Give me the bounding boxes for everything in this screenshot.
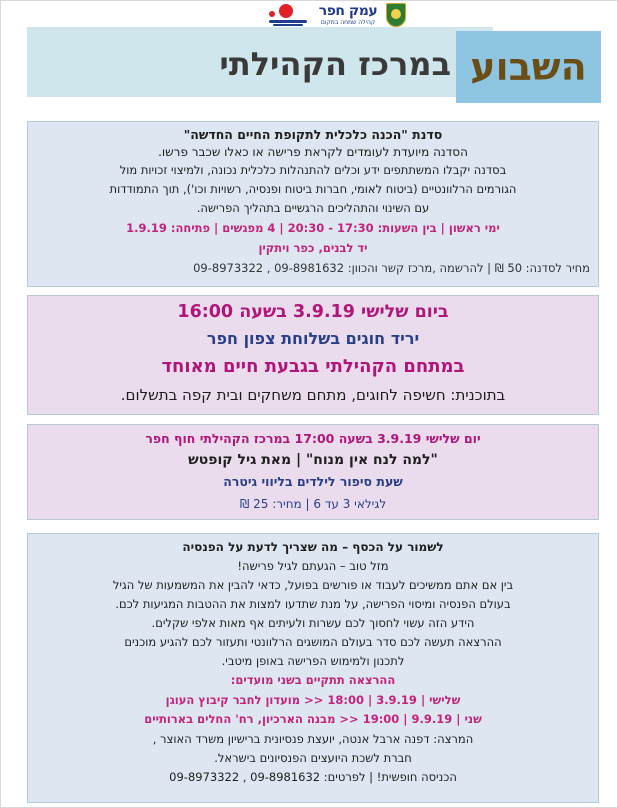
story-details: לגילאי 3 עד 6 | מחיר: 25 ₪ — [239, 497, 387, 511]
header-badge — [456, 31, 601, 103]
pension-body-line: הידע הזה עשוי לחסוך לכם עשרות ולעיתים אף מאות אלפי שקלים. — [151, 616, 475, 630]
pension-lecturer-line: המרצה: דפנה ארבל אנטה, יועצת פנסיונית ברישיון משרד האוצר , — [152, 731, 474, 746]
emek-hefer-logo — [318, 3, 378, 29]
header-badge-text: השבוע — [470, 45, 587, 89]
event-workshop-box — [27, 121, 599, 287]
council-emblem-logo — [386, 3, 408, 29]
pension-footer: הכניסה חופשית! | לפרטים: 09-8981632 , 09-8973322 — [169, 769, 457, 784]
pension-body-line: לתכנון ולמימוש הפרישה באופן מיטבי. — [221, 654, 405, 668]
pension-date: שני | 9.9.19 | 19:00 << מבנה הארכיון, רח' החלים בארותיים — [144, 712, 482, 726]
fair-datetime: ביום שלישי 3.9.19 בשעה 16:00 — [177, 302, 449, 322]
logo-tagline: קהילה שמחה במקום — [320, 19, 376, 26]
workshop-title: סדנת "הכנה כלכלית לתקופת החיים החדשה" — [183, 127, 443, 142]
workshop-body-line: עם השינוי והתהליכים הרגשיים בתהליך הפרישה. — [196, 201, 430, 215]
pension-date: שלישי | 3.9.19 | 18:00 << מועדון לחבר קיבוץ העוגן — [165, 692, 461, 707]
fair-name: יריד חוגים בשלוחת צפון חפר — [206, 329, 420, 348]
logo-bar — [1, 3, 618, 29]
workshop-body-line: הגורמים הרלוונטיים (ביטוח לאומי, חברות ביטוח ופנסיה, רשויות וכו'), תוך התמודדות — [109, 182, 517, 196]
pension-dates-heading: ההרצאה תתקיים בשני מועדים: — [230, 673, 396, 687]
pension-body-line: בעולם הפנסיה ומיסוי הפרישה, על מנת שתדעו למצות את ההטבות המגיעות לכם. — [115, 597, 511, 611]
pension-body-line: ההרצאה תעשה לכם סדר בעולם המושגים הרלוונטי ותעזור לכם להגיע מוכנים — [124, 635, 502, 649]
event-story-box — [27, 424, 599, 520]
story-title: "למה לנח אין מנוח" | מאת גיל קופטש — [188, 452, 438, 468]
story-datetime: יום שלישי 3.9.19 בשעה 17:00 במרכז הקהילתי חוף חפר — [145, 431, 481, 446]
workshop-schedule: ימי ראשון | בין השעות: 17:30 - 20:30 | 4 מפגשים | פתיחה: 1.9.19 — [126, 221, 500, 235]
seaside-sun-logo — [267, 3, 313, 27]
event-fair-box — [27, 295, 599, 415]
workshop-price-contact: מחיר לסדנה: 50 ₪ | להרשמה ,מרכז קשר והכוון: 09-8981632 , 09-8973322 — [193, 261, 590, 275]
workshop-subtitle: הסדנה מיועדת לעומדים לקראת פרישה או כאלו שכבר פרשו. — [158, 145, 468, 159]
pension-body-line: בין אם אתם ממשיכים לעבוד או פורשים בפועל, כדאי להבין את המשמעות של הגיל — [112, 578, 514, 592]
event-pension-box — [27, 533, 599, 803]
fair-program: בתוכנית: חשיפה לחוגים, מתחם משחקים ובית קפה בתשלום. — [120, 386, 506, 404]
page-title: במרכז הקהילתי — [219, 45, 451, 83]
fair-venue: במתחם הקהילתי בגבעת חיים מאוחד — [161, 356, 465, 377]
pension-title: לשמור על הכסף – מה שצריך לדעת על הפנסיה — [182, 540, 444, 554]
workshop-location: יד לבנים, כפר ויתקין — [258, 241, 368, 255]
workshop-body-line: בסדנה יקבלו המשתתפים ידע וכלים להתנהלות כלכלית נכונה, ולמיצוי זכויות מול — [119, 163, 507, 177]
logo-name: עמק חפר — [318, 3, 378, 19]
pension-lecturer-line: חברת לשכת היועצים הפנסיונים בישראל. — [214, 750, 412, 765]
story-subtitle: שעת סיפור לילדים בליווי גיטרה — [223, 474, 403, 489]
pension-greeting: מזל טוב – הגעתם לגיל פרישה! — [237, 559, 389, 573]
